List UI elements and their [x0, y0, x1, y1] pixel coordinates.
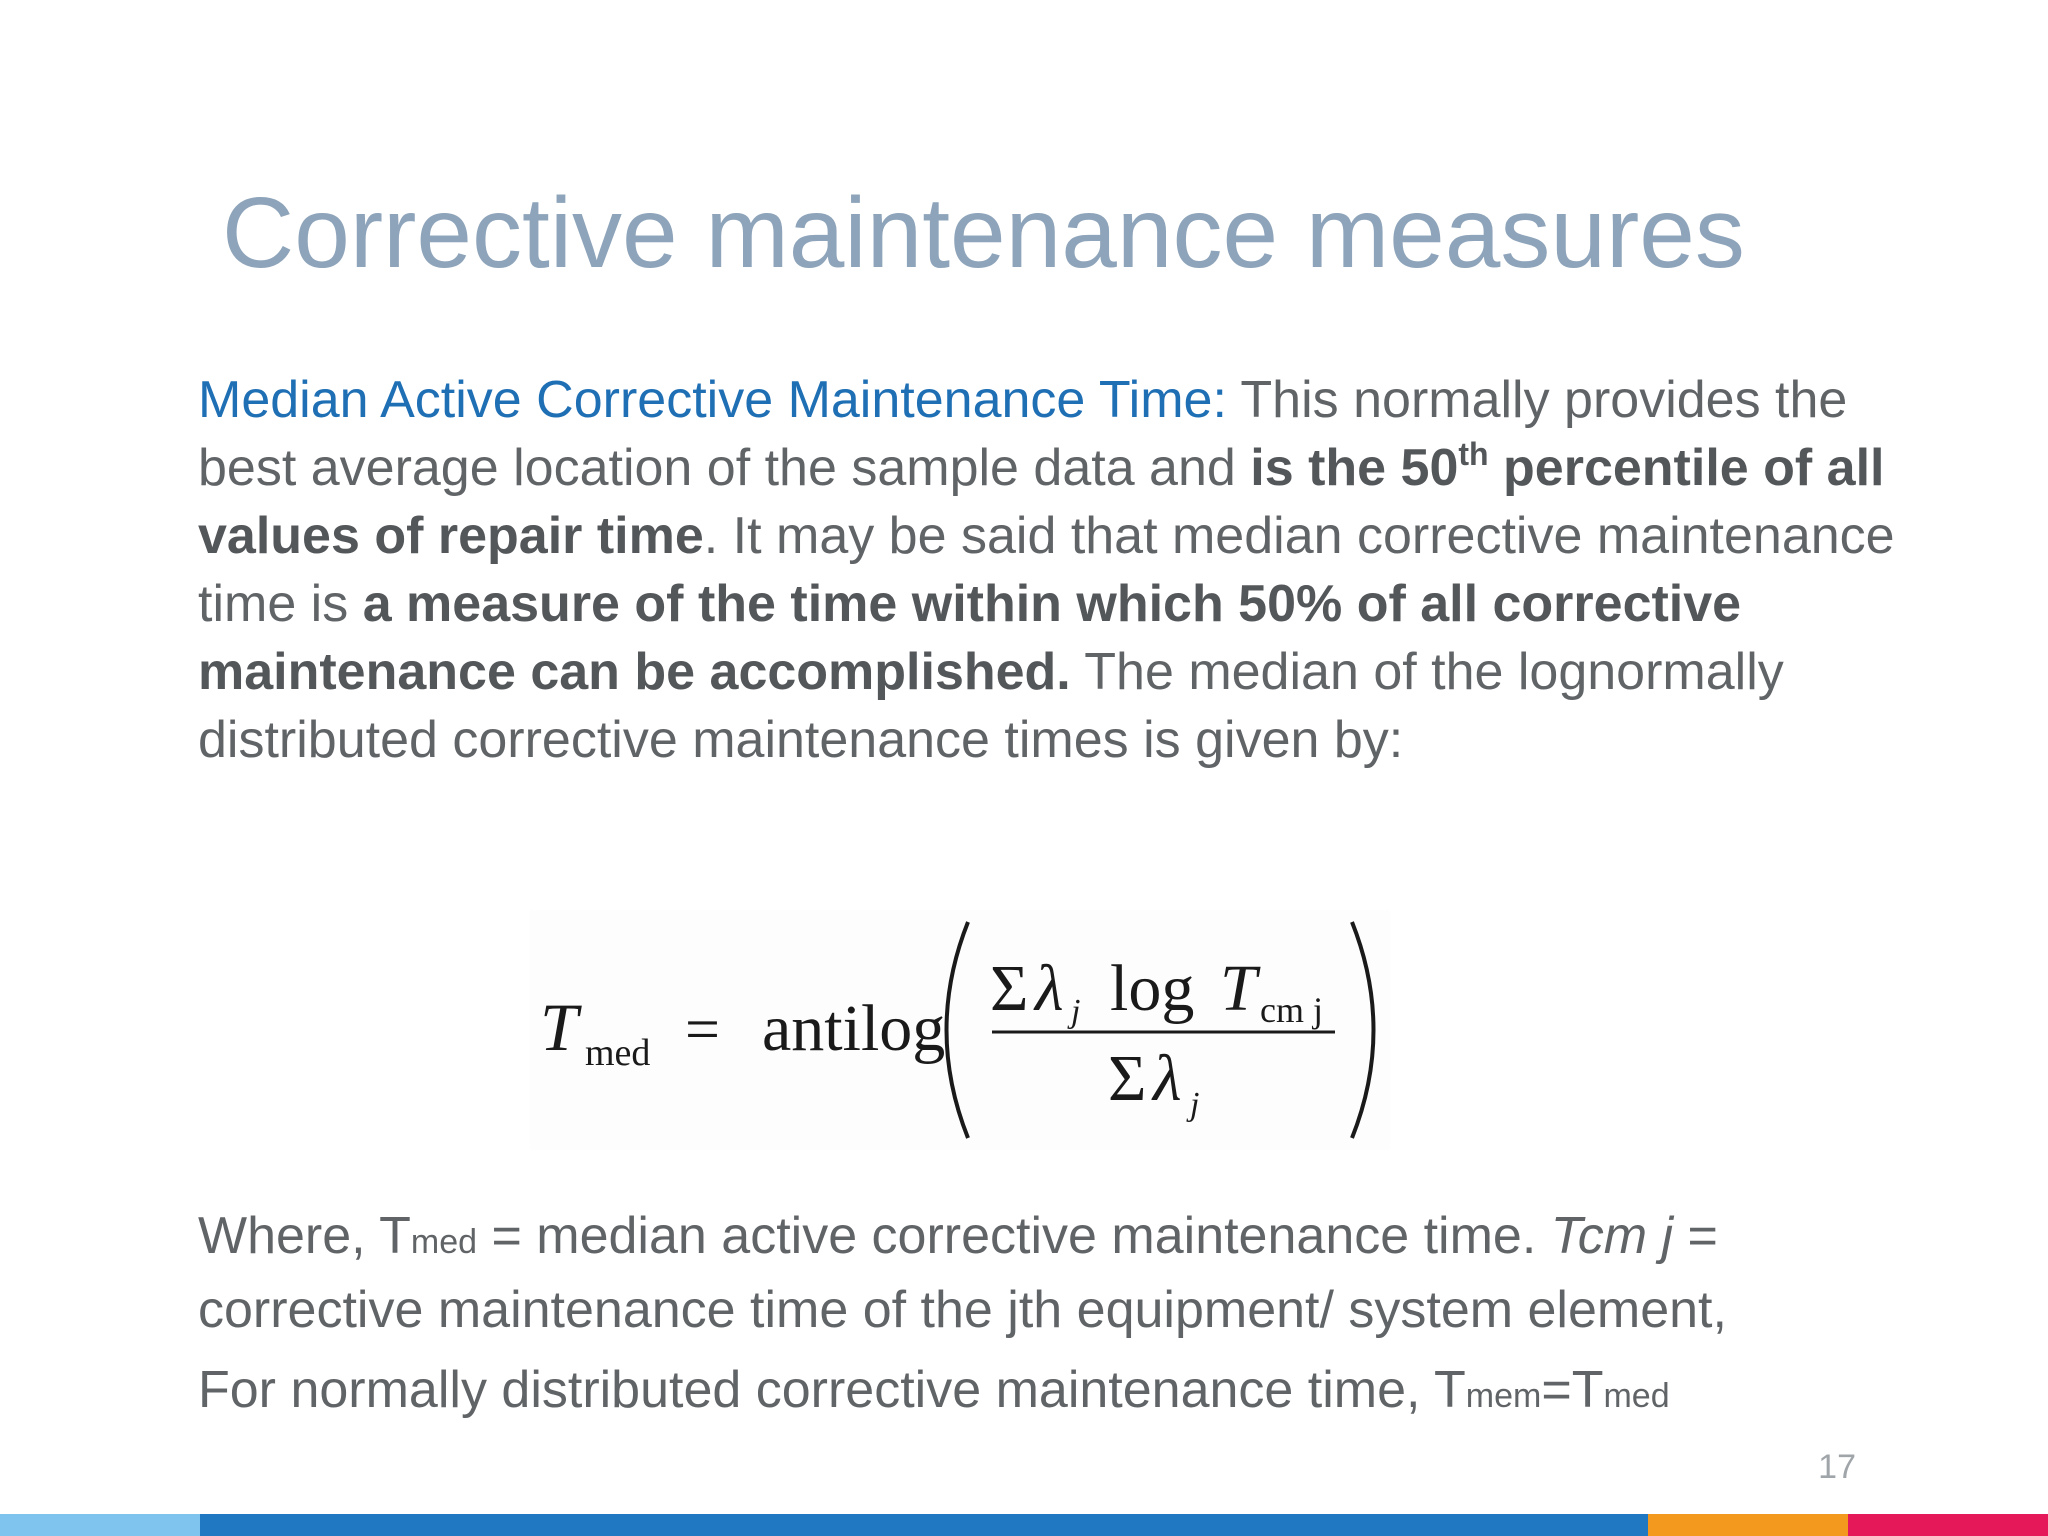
bar-segment-pink — [1848, 1514, 2048, 1536]
formula-lhs-sub: med — [585, 1032, 651, 1074]
bottom-color-bar — [0, 1514, 2048, 1536]
formula-equals: = — [685, 996, 720, 1064]
formula-lhs-symbol: T — [540, 989, 578, 1065]
paragraph-text-1: This normally provides the best average location of the sample data and — [198, 371, 1848, 497]
paragraph-bold-2-text: percentile of all values of repair time — [198, 439, 1885, 565]
median-formula — [530, 910, 1390, 1150]
bar-segment-blue — [200, 1514, 1648, 1536]
formula-graphic — [530, 910, 1390, 1150]
formula-num-lambda-sub: j — [1071, 993, 1081, 1030]
bar-segment-orange — [1648, 1514, 1848, 1536]
where-italic-term: Tcm j — [1550, 1207, 1674, 1265]
normal-distribution-line — [198, 1356, 1898, 1430]
normal-sub-med: med — [1603, 1377, 1670, 1415]
normal-sub-mem: mem — [1465, 1377, 1542, 1415]
paragraph-text-3: The median of the lognormally distributed corrective maintenance times is given by: — [198, 643, 1784, 769]
bar-segment-light-blue — [0, 1514, 200, 1536]
where-text-2: = median active corrective maintenance time. — [477, 1207, 1551, 1265]
page-number: 17 — [1818, 1448, 1856, 1486]
formula-num-log: log — [1110, 952, 1195, 1025]
formula-right-paren — [1352, 922, 1374, 1138]
where-paragraph — [198, 1202, 1898, 1344]
paragraph-bold-3: a measure of the time within which 50% of all corrective maintenance can be accomplished. — [198, 575, 1742, 701]
formula-num-T: T — [1220, 952, 1257, 1025]
where-sub-med: med — [410, 1223, 478, 1261]
term-heading: Median Active Corrective Maintenance Time: — [198, 371, 1227, 429]
formula-num-lambda: λ — [1035, 952, 1064, 1025]
where-text-3: = corrective maintenance time of the jth equipment/ system element, — [198, 1207, 1727, 1339]
formula-function: antilog — [762, 992, 946, 1065]
where-text-1: Where, T — [198, 1207, 411, 1265]
formula-den-lambda: λ — [1153, 1042, 1182, 1115]
paragraph-text-2: . It may be said that median corrective maintenance time is — [198, 507, 1895, 633]
normal-text-1: For normally distributed corrective maintenance time, T — [198, 1361, 1466, 1419]
definition-paragraph — [198, 366, 1898, 774]
formula-left-paren — [947, 922, 969, 1138]
formula-num-T-sub: cm j — [1260, 990, 1323, 1030]
slide-title: Corrective maintenance measures — [222, 177, 1745, 289]
normal-text-2: =T — [1541, 1361, 1604, 1419]
ordinal-superscript: th — [1458, 436, 1489, 472]
formula-den-sigma: Σ — [1108, 1042, 1147, 1115]
formula-num-sigma: Σ — [990, 952, 1029, 1025]
paragraph-bold-1-text: is the 50 — [1250, 439, 1459, 497]
formula-den-lambda-sub: j — [1190, 1086, 1200, 1123]
